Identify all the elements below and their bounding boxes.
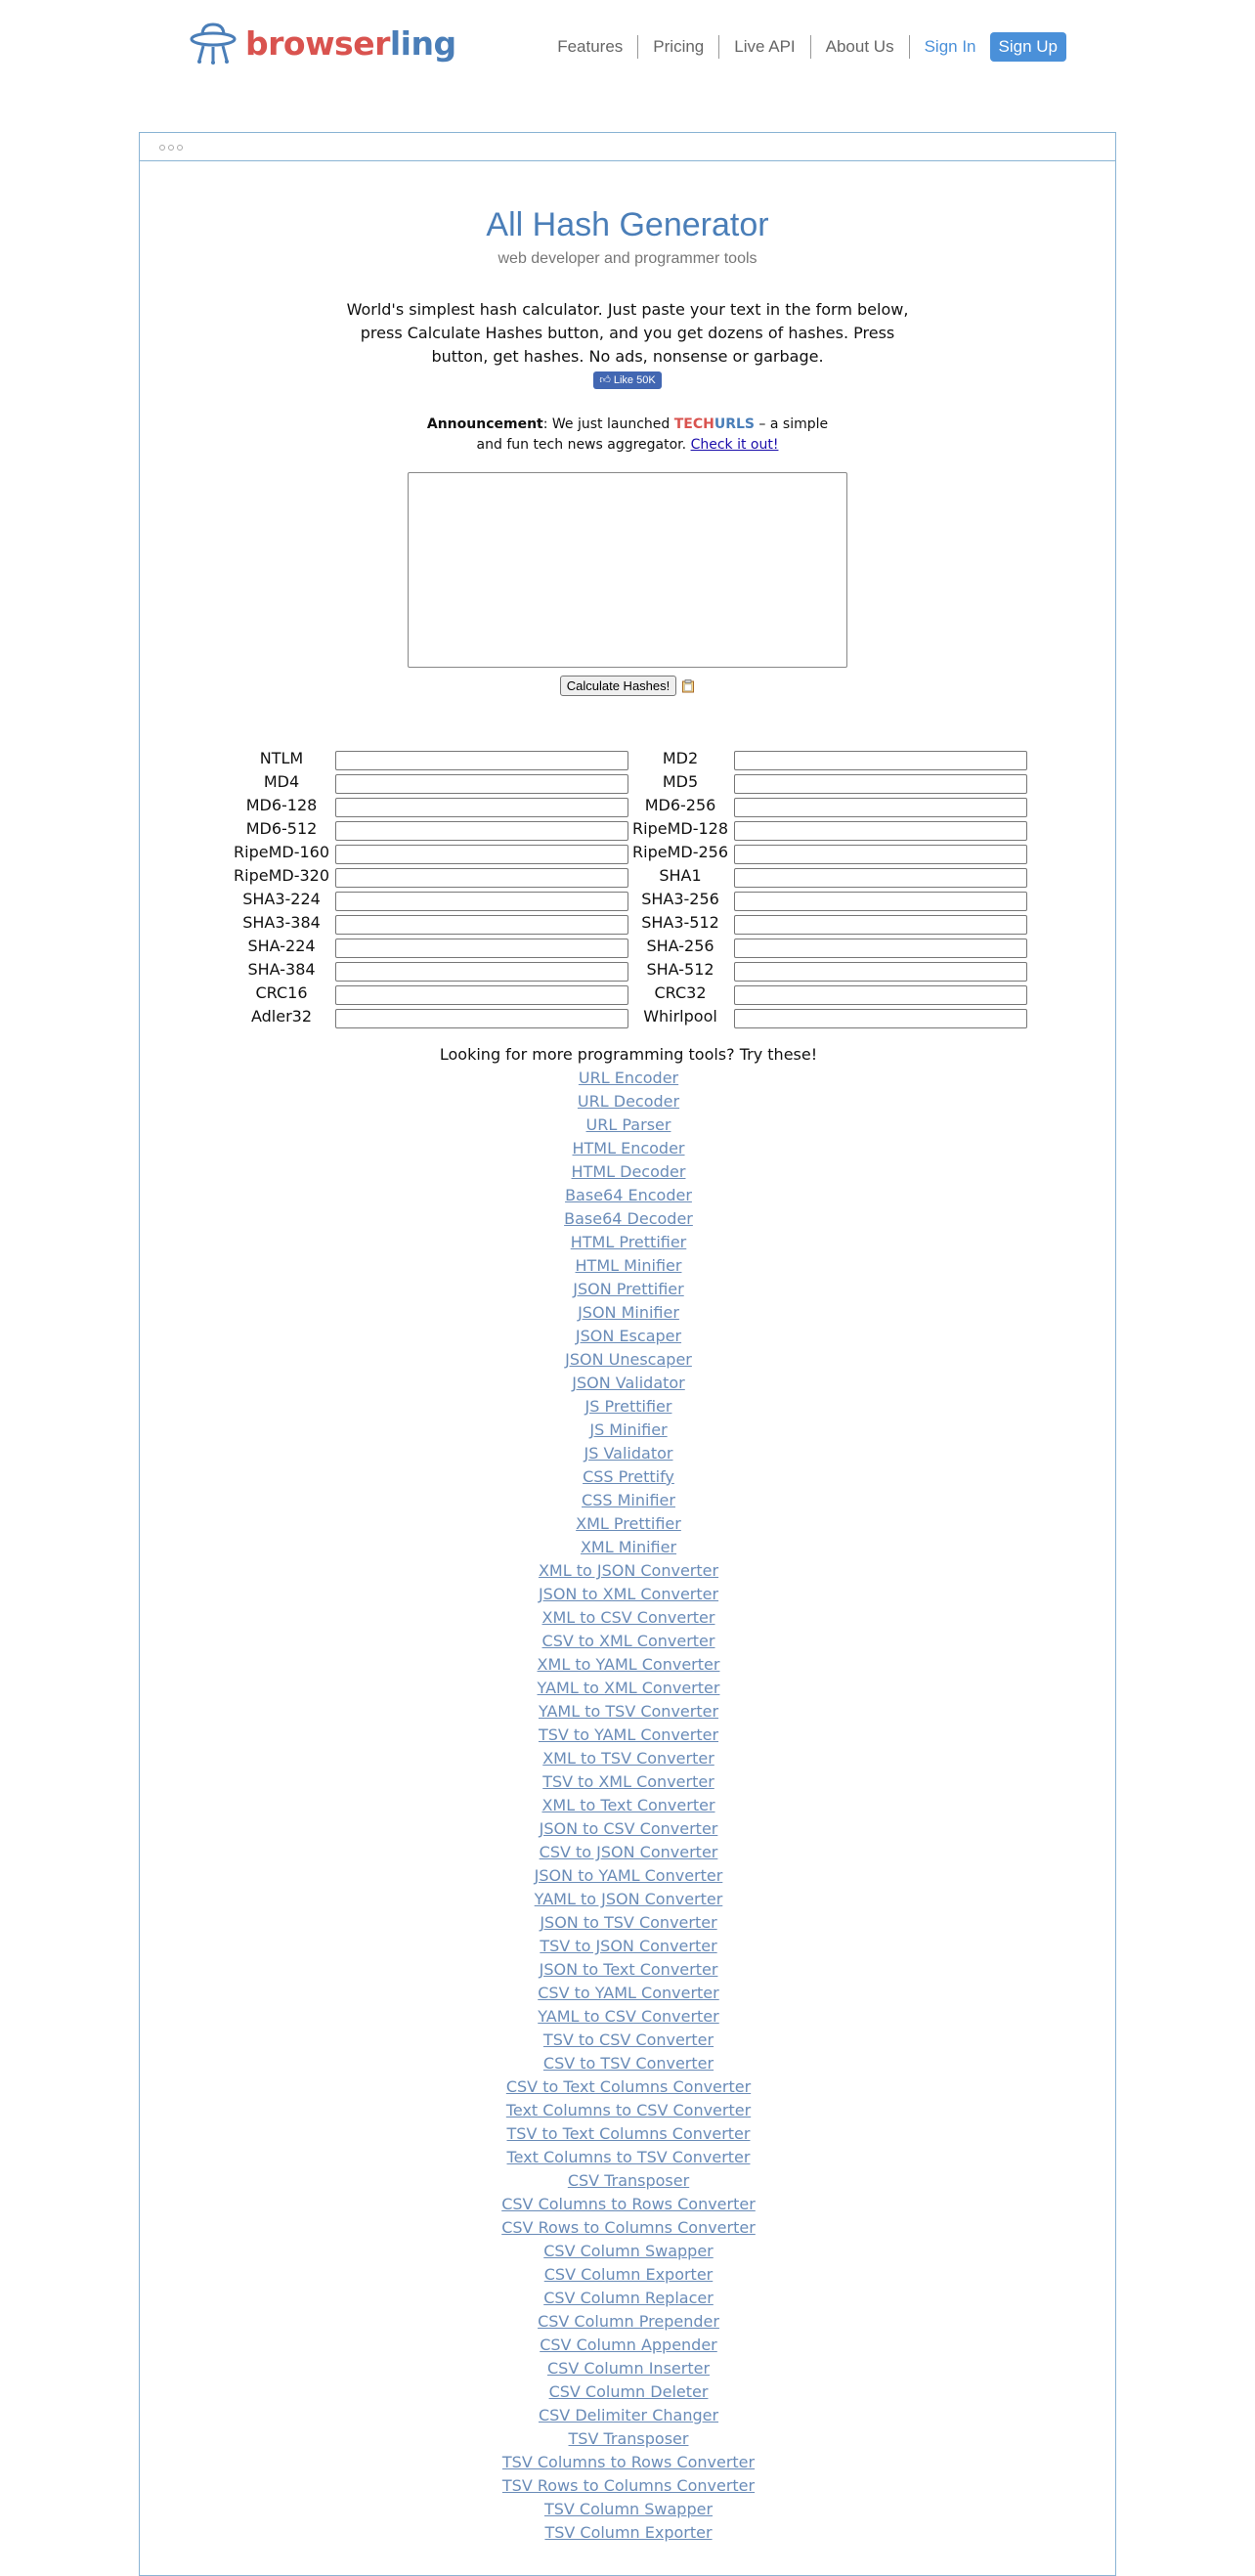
hash-row xyxy=(233,911,1034,935)
nav-features[interactable]: Features xyxy=(542,35,638,59)
hash-output-field[interactable] xyxy=(734,821,1027,841)
tool-link[interactable]: JSON Escaper xyxy=(575,1327,682,1345)
tool-link[interactable]: TSV Columns to Rows Converter xyxy=(501,2453,756,2471)
hash-row xyxy=(233,841,1034,864)
hash-label: MD2 xyxy=(662,749,699,767)
hash-output-field[interactable] xyxy=(734,751,1027,770)
hash-label: SHA-512 xyxy=(646,960,714,979)
hash-label: RipeMD-256 xyxy=(632,843,728,861)
tool-link[interactable]: CSV to Text Columns Converter xyxy=(505,2077,752,2096)
hash-output-field[interactable] xyxy=(734,845,1027,864)
hash-label: MD6-128 xyxy=(245,796,318,814)
calculate-hashes-button[interactable]: Calculate Hashes! xyxy=(560,676,677,696)
tool-link[interactable]: CSV Transposer xyxy=(567,2171,690,2190)
tool-link[interactable]: JS Minifier xyxy=(589,1420,668,1439)
input-textarea[interactable] xyxy=(408,472,847,668)
tool-link[interactable]: HTML Minifier xyxy=(575,1256,682,1275)
more-tools-title: Looking for more programming tools? Try these! xyxy=(439,1045,818,1064)
tool-link[interactable]: JSON Prettifier xyxy=(573,1280,684,1298)
tool-link[interactable]: XML to YAML Converter xyxy=(537,1655,720,1674)
tool-link[interactable]: Base64 Encoder xyxy=(565,1186,692,1204)
hash-label: MD6-256 xyxy=(644,796,716,814)
announcement xyxy=(412,415,843,456)
hash-output-field[interactable] xyxy=(335,962,628,982)
main-content xyxy=(140,161,1115,2542)
hash-output-field[interactable] xyxy=(335,845,628,864)
hash-row xyxy=(233,958,1034,982)
hash-row xyxy=(233,864,1034,888)
tool-link[interactable]: CSV Column Deleter xyxy=(548,2382,709,2401)
hash-output-field[interactable] xyxy=(335,892,628,911)
tool-link[interactable]: CSV to JSON Converter xyxy=(539,1843,718,1861)
clipboard-icon[interactable] xyxy=(681,679,695,693)
tool-link[interactable]: TSV to JSON Converter xyxy=(540,1937,717,1955)
tool-link[interactable]: CSS Prettify xyxy=(583,1467,674,1486)
hash-output-field[interactable] xyxy=(734,1009,1027,1028)
hash-label: MD6-512 xyxy=(245,819,318,838)
hash-label: SHA-384 xyxy=(247,960,316,979)
hash-output-field[interactable] xyxy=(734,868,1027,888)
hash-row xyxy=(233,747,1034,770)
hash-label: CRC32 xyxy=(654,983,707,1002)
tool-link[interactable]: XML to TSV Converter xyxy=(542,1749,714,1768)
site-header xyxy=(0,0,1255,98)
tool-link[interactable]: CSV to YAML Converter xyxy=(538,1984,719,2002)
tool-link[interactable]: XML to JSON Converter xyxy=(538,1561,719,1580)
techurls-brand-urls: URLS xyxy=(714,416,755,432)
hash-label: RipeMD-160 xyxy=(234,843,329,861)
facebook-like-button[interactable]: 👍︎ Like 50K xyxy=(593,371,661,389)
hash-label: Adler32 xyxy=(250,1007,313,1026)
hash-label: RipeMD-320 xyxy=(234,866,329,885)
hash-output-field[interactable] xyxy=(335,939,628,958)
main-nav xyxy=(542,32,1066,62)
tool-link[interactable]: CSV Column Appender xyxy=(540,2336,717,2354)
tool-link[interactable]: HTML Encoder xyxy=(572,1139,685,1157)
announcement-text-before: : We just launched xyxy=(542,416,674,432)
page-subtitle: web developer and programmer tools xyxy=(498,250,757,267)
hash-output-field[interactable] xyxy=(335,774,628,794)
tool-link[interactable]: JS Prettifier xyxy=(584,1397,672,1416)
tool-link[interactable]: XML to CSV Converter xyxy=(541,1608,715,1627)
hash-label: SHA3-224 xyxy=(242,890,321,908)
tool-link[interactable]: CSV Columns to Rows Converter xyxy=(501,2195,756,2213)
hash-row xyxy=(233,982,1034,1005)
tool-link[interactable]: HTML Decoder xyxy=(571,1162,686,1181)
tool-link[interactable]: CSV Column Replacer xyxy=(543,2289,714,2307)
tool-link[interactable]: JSON to YAML Converter xyxy=(534,1866,723,1885)
tool-link[interactable]: HTML Prettifier xyxy=(570,1233,687,1251)
nav-live-api[interactable]: Live API xyxy=(719,35,810,59)
tool-link[interactable]: XML Minifier xyxy=(580,1538,677,1556)
tool-link[interactable]: TSV to CSV Converter xyxy=(542,2030,714,2049)
hash-label: SHA3-256 xyxy=(641,890,719,908)
sign-up-button[interactable]: Sign Up xyxy=(990,32,1066,62)
tools-list xyxy=(140,1067,1117,2545)
tool-link[interactable]: JSON to CSV Converter xyxy=(539,1819,718,1838)
tool-link[interactable]: TSV to XML Converter xyxy=(542,1772,714,1791)
hash-output-field[interactable] xyxy=(734,892,1027,911)
tool-link[interactable]: CSV Delimiter Changer xyxy=(538,2406,719,2424)
sign-in-link[interactable]: Sign In xyxy=(924,37,976,56)
calculate-row xyxy=(140,676,1115,696)
window-title-bar xyxy=(140,133,1115,161)
techurls-brand-tech: TECH xyxy=(673,416,714,432)
ufo-logo-icon xyxy=(189,22,238,65)
hash-output-field[interactable] xyxy=(335,868,628,888)
hash-output-field[interactable] xyxy=(335,915,628,935)
page-title: All Hash Generator xyxy=(486,206,769,243)
tool-link[interactable]: YAML to CSV Converter xyxy=(538,2007,719,2026)
tool-link[interactable]: CSS Minifier xyxy=(582,1491,675,1509)
tool-link[interactable]: JS Validator xyxy=(584,1444,673,1463)
tool-link[interactable]: URL Parser xyxy=(585,1115,671,1134)
tool-link[interactable]: XML to Text Converter xyxy=(541,1796,715,1814)
tool-link[interactable]: YAML to TSV Converter xyxy=(538,1702,719,1721)
tool-link[interactable]: Text Columns to TSV Converter xyxy=(506,2148,751,2166)
tool-link[interactable]: CSV Rows to Columns Converter xyxy=(501,2218,756,2237)
tool-link[interactable]: TSV Column Exporter xyxy=(544,2523,713,2542)
hash-row xyxy=(233,794,1034,817)
window-dot-icon xyxy=(177,145,183,151)
tool-link[interactable]: XML Prettifier xyxy=(576,1514,681,1533)
hash-output-field[interactable] xyxy=(335,821,628,841)
tool-link[interactable]: JSON to Text Converter xyxy=(539,1960,718,1979)
more-tools-section xyxy=(140,1043,1117,2545)
nav-pricing[interactable]: Pricing xyxy=(638,35,719,59)
window-dots xyxy=(159,145,183,151)
announcement-text-after: – a simple and fun tech news aggregator. xyxy=(476,416,829,453)
tool-link[interactable]: JSON to TSV Converter xyxy=(540,1913,717,1932)
hash-output-field[interactable] xyxy=(734,962,1027,982)
check-it-out-link[interactable]: Check it out! xyxy=(690,437,779,453)
hash-label: Whirlpool xyxy=(643,1007,717,1026)
window-dot-icon xyxy=(159,145,165,151)
hash-label: SHA-224 xyxy=(247,937,316,955)
hash-label: NTLM xyxy=(259,749,304,767)
hash-results-grid xyxy=(233,747,1034,1028)
hash-row xyxy=(233,770,1034,794)
hash-output-field[interactable] xyxy=(734,915,1027,935)
hash-row xyxy=(233,935,1034,958)
tool-link[interactable]: JSON Unescaper xyxy=(565,1350,692,1369)
tool-link[interactable]: TSV to Text Columns Converter xyxy=(506,2124,751,2143)
hash-output-field[interactable] xyxy=(335,1009,628,1028)
hash-label: RipeMD-128 xyxy=(632,819,728,838)
hash-row xyxy=(233,1005,1034,1028)
announcement-label: Announcement xyxy=(426,416,543,432)
tool-link[interactable]: URL Decoder xyxy=(577,1092,680,1111)
hash-label: CRC16 xyxy=(255,983,308,1002)
tool-link[interactable]: JSON to XML Converter xyxy=(538,1585,719,1603)
hash-output-field[interactable] xyxy=(734,985,1027,1005)
hash-output-field[interactable] xyxy=(335,751,628,770)
hash-label: MD4 xyxy=(263,772,300,791)
tool-link[interactable]: CSV Column Swapper xyxy=(543,2242,714,2260)
hash-label: SHA1 xyxy=(659,866,702,885)
browserling-logo[interactable] xyxy=(189,22,456,65)
hash-row xyxy=(233,817,1034,841)
tool-link[interactable]: URL Encoder xyxy=(578,1069,679,1087)
tool-link[interactable]: TSV Transposer xyxy=(568,2429,689,2448)
tool-link[interactable]: YAML to XML Converter xyxy=(537,1679,720,1697)
hash-label: SHA-256 xyxy=(646,937,714,955)
hash-label: SHA3-512 xyxy=(641,913,719,932)
hash-output-field[interactable] xyxy=(734,939,1027,958)
nav-about-us[interactable]: About Us xyxy=(811,35,910,59)
tool-link[interactable]: CSV to XML Converter xyxy=(541,1632,715,1650)
hash-label: MD5 xyxy=(662,772,699,791)
tool-link[interactable]: JSON Minifier xyxy=(578,1303,679,1322)
like-label: Like 50K xyxy=(613,374,656,386)
tool-link[interactable]: CSV Column Inserter xyxy=(546,2359,711,2378)
tool-link[interactable]: CSV Column Exporter xyxy=(543,2265,714,2284)
tool-link[interactable]: TSV Rows to Columns Converter xyxy=(501,2476,756,2495)
hash-output-field[interactable] xyxy=(734,798,1027,817)
window-dot-icon xyxy=(168,145,174,151)
tool-link[interactable]: CSV to TSV Converter xyxy=(542,2054,714,2073)
tool-link[interactable]: TSV Column Swapper xyxy=(543,2500,714,2518)
tool-description: World's simplest hash calculator. Just paste your text in the form below, press Calculate Hashes button, and you get dozens of hashes. Press button, get hashes. No ads, nonsense or garbage. xyxy=(346,300,909,366)
logo-part1: browser xyxy=(245,23,390,63)
tool-link[interactable]: Text Columns to CSV Converter xyxy=(505,2101,752,2119)
logo-part2: ling xyxy=(389,23,456,63)
hash-row xyxy=(233,888,1034,911)
hash-output-field[interactable] xyxy=(335,985,628,1005)
logo-wordmark xyxy=(245,23,456,63)
hash-label: SHA3-384 xyxy=(242,913,321,932)
hash-output-field[interactable] xyxy=(335,798,628,817)
tool-link[interactable]: YAML to JSON Converter xyxy=(534,1890,723,1908)
tool-window xyxy=(139,132,1116,2576)
tool-link[interactable]: JSON Validator xyxy=(572,1374,685,1392)
tool-link[interactable]: TSV to YAML Converter xyxy=(538,1725,719,1744)
hash-output-field[interactable] xyxy=(734,774,1027,794)
tool-link[interactable]: Base64 Decoder xyxy=(564,1209,693,1228)
tool-link[interactable]: CSV Column Prepender xyxy=(538,2312,719,2331)
